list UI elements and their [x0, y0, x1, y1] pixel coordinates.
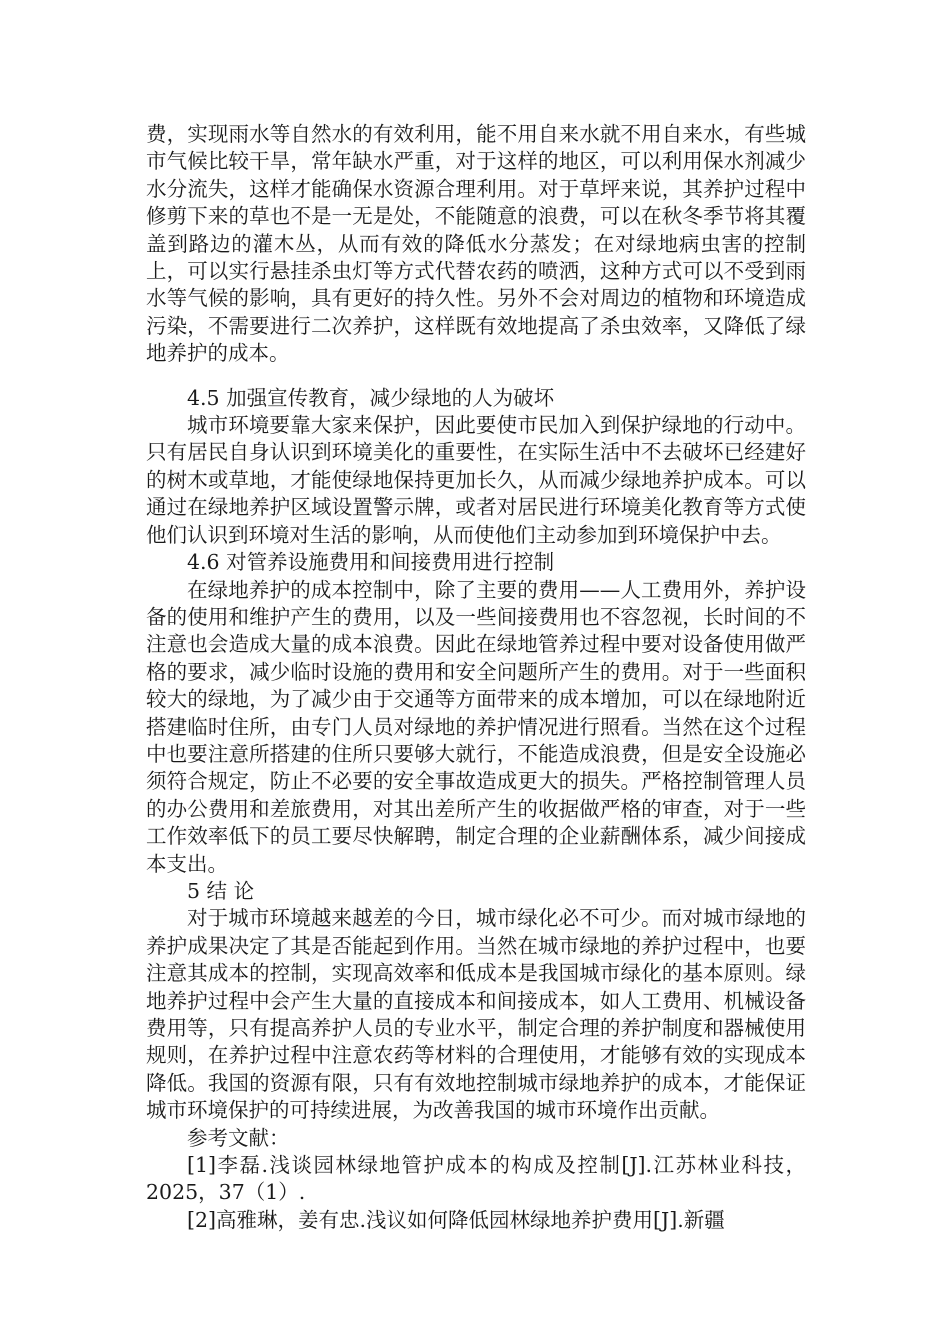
section-heading-4-6: 4.6 对管养设施费用和间接费用进行控制 [187, 550, 555, 575]
paragraph-gap [146, 368, 806, 385]
intro-paragraph: 费，实现雨水等自然水的有效利用，能不用自来水就不用自来水，有些城市气候比较干旱，常年缺水严重，对于这样的地区，可以利用保水剂减少水分流失，这样才能确保水资源合理利用。对于草坪来说，其养护过程中修剪下来的草也不是一无是处，不能随意的浪费，可以在秋冬季节将其覆盖到路边的灌木丛，从而有效的降低水分蒸发；在对绿地病虫害的控制上，可以实行悬挂杀虫灯等方式代替农药的喷洒，这种方式可以不受到雨水等气候的影响，具有更好的持久性。另外不会对周边的植物和环境造成污染，不需要进行二次养护，这样既有效地提高了杀虫效率，又降低了绿地养护的成本。 [146, 122, 806, 366]
section-heading-5: 5 结 论 [187, 878, 255, 903]
section-heading-4-5: 4.5 加强宣传教育，减少绿地的人为破坏 [187, 385, 555, 410]
reference-item-1: [1]李磊.浅谈园林绿地管护成本的构成及控制[J].江苏林业科技，2025，37（1）. [146, 1153, 806, 1205]
section-paragraph-4-6: 在绿地养护的成本控制中，除了主要的费用——人工费用外，养护设备的使用和维护产生的费用，以及一些间接费用也不容忽视，长时间的不注意也会造成大量的成本浪费。因此在绿地管养过程中要对设备使用做严格的要求，减少临时设施的费用和安全问题所产生的费用。对于一些面积较大的绿地，为了减少由于交通等方面带来的成本增加，可以在绿地附近搭建临时住所，由专门人员对绿地的养护情况进行照看。当然在这个过程中也要注意所搭建的住所只要够大就行，不能造成浪费，但是安全设施必须符合规定，防止不必要的安全事故造成更大的损失。严格控制管理人员的办公费用和差旅费用，对其出差所产生的收据做严格的审查，对于一些工作效率低下的员工要尽快解聘，制定合理的企业薪酬体系，减少间接成本支出。 [146, 577, 806, 876]
section-paragraph-5: 对于城市环境越来越差的今日，城市绿化必不可少。而对城市绿地的养护成果决定了其是否能起到作用。当然在城市绿地的养护过程中，也要注意其成本的控制，实现高效率和低成本是我国城市绿化的基本原则。绿地养护过程中会产生大量的直接成本和间接成本，如人工费用、机械设备费用等，只有提高养护人员的专业水平，制定合理的养护制度和器械使用规则，在养护过程中注意农药等材料的合理使用，才能够有效的实现成本降低。我国的资源有限，只有有效地控制城市绿地养护的成本，才能保证城市环境保护的可持续进展，为改善我国的城市环境作出贡献。 [146, 906, 806, 1123]
section-paragraph-4-5: 城市环境要靠大家来保护，因此要使市民加入到保护绿地的行动中。只有居民自身认识到环境美化的重要性，在实际生活中不去破坏已经建好的树木或草地，才能使绿地保持更加长久，从而减少绿地养护成本。可以通过在绿地养护区域设置警示牌，或者对居民进行环境美化教育等方式使他们认识到环境对生活的影响，从而使他们主动参加到环境保护中去。 [146, 413, 806, 547]
reference-item-2: [2]高雅琳，姜有忠.浅议如何降低园林绿地养护费用[J].新疆 [187, 1207, 725, 1232]
document-page [146, 121, 806, 1234]
references-title: 参考文献： [187, 1125, 290, 1150]
